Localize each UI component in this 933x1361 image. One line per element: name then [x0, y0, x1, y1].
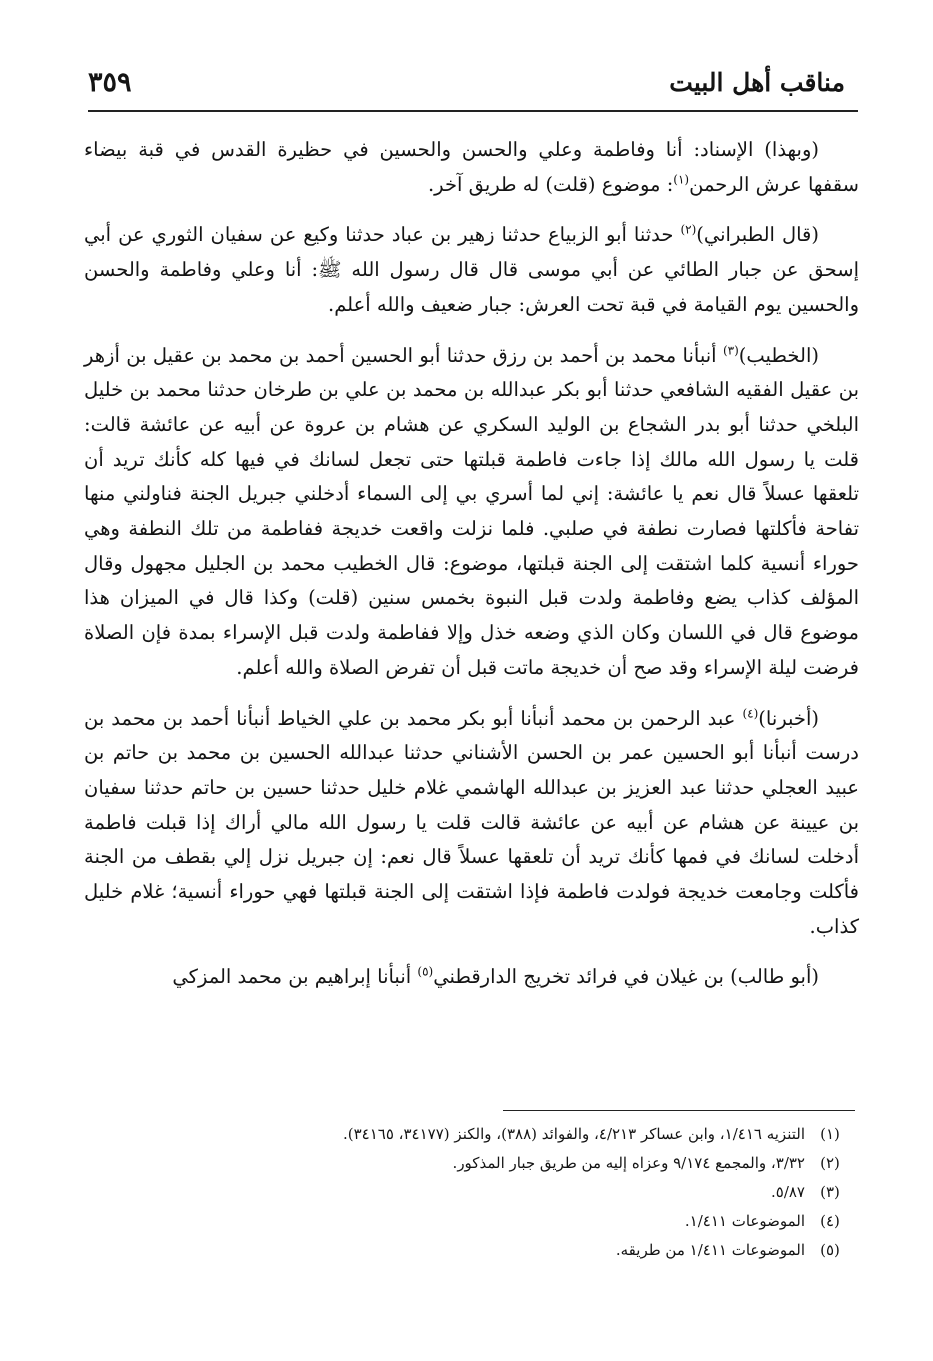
- paragraph: [84, 218, 859, 322]
- footnote-number: (٤): [820, 1212, 840, 1230]
- footnote-number: (٥): [820, 1241, 840, 1259]
- footnote-item: [100, 1178, 855, 1207]
- footnote-reference[interactable]: (٣): [722, 343, 739, 358]
- footnote-item: [100, 1207, 855, 1236]
- footnote-item: [100, 1149, 855, 1178]
- paragraph-text: (الخطيب): [738, 343, 819, 367]
- footnote-divider: [503, 1110, 855, 1111]
- footnote-number: (١): [820, 1125, 840, 1143]
- paragraph: [84, 133, 859, 202]
- footnote-reference[interactable]: (١): [673, 172, 690, 187]
- footnote-text: التنزيه ١/٤١٦، وابن عساكر ٤/٢١٣، والفوائد (٣٨٨)، والكنز (٣٤١٧٧، ٣٤١٦٥).: [342, 1125, 805, 1143]
- paragraph-text: (وبهذا) الإسناد: أنا وفاطمة وعلي والحسن والحسين في حظيرة القدس في قبة بيضاء سقفها عرش الرحمن: [84, 138, 859, 196]
- footnote-reference[interactable]: (٢): [680, 222, 697, 237]
- paragraph-text: (أخبرنا): [758, 706, 819, 730]
- paragraph-text: : موضوع (قلت) له طريق آخر.: [427, 172, 674, 196]
- paragraph: [84, 702, 859, 945]
- paragraph: [84, 339, 859, 686]
- header-divider: [88, 110, 858, 112]
- paragraph-text: أنبأنا محمد بن أحمد بن رزق حدثنا أبو الحسين أحمد بن محمد بن عقيل بن أزهر بن عقيل الفقيه الشافعي حدثنا أبو بكر عبدالله بن محمد بن علي بن طرخان حدثنا محمد بن خليل البلخي حدثنا أبو بدر الشجاع بن الوليد السكري عن هشام بن عروة عن أبيه عن عائشة قالت: قلت يا رسول الله مالك إذا جاءت فاطمة قبلتها حتى تجعل لسانك في فيها كله كأنك تريد أن تلعقها عسلاً قال نعم يا عائشة: إني لما أسري بي إلى السماء أدخلني جبريل الجنة فناولني منها تفاحة فأكلتها فصارت نطفة في صلبي. فلما نزلت واقعت خديجة ففاطمة من تلك النطفة وهي حوراء أنسية كلما اشتقت إلى الجنة قبلتها، موضوع: قال الخطيب محمد بن الجليل مجهول وقال المؤلف كذاب يضع وفاطمة ولدت قبل النبوة بخمس سنين (قلت) وكذا قال في الميزان هذا موضوع قال في اللسان وكان الذي وضعه خذل وإلا ففاطمة ولدت قبل الإسراء بمدة فإن الصلاة فرضت ليلة الإسراء وقد صح أن خديجة ماتت قبل أن تفرض الصلاة والله أعلم.: [84, 343, 859, 679]
- paragraph-text: عبد الرحمن بن محمد أنبأنا أبو بكر محمد بن علي الخياط أنبأنا أحمد بن محمد بن درست أنبأنا أبو الحسين عمر بن الحسن الأشناني حدثنا عبدالله الحسين بن محمد بن حاتم بن عبيد العجلي حدثنا عبد العزيز بن عبدالله الهاشمي غلام خليل حدثنا حسين بن حاتم حدثنا سفيان بن عيينة عن هشام عن أبيه عن عائشة قالت قلت يا رسول الله مالي أراك إذا قبلت فاطمة أدخلت لسانك في فمها كأنك تريد أن تلعقها عسلاً قال نعم: إن جبريل نزل إلي بقطف من الجنة فأكلت وجامعت خديجة فولدت فاطمة فإذا اشتقت إلى الجنة قبلتها فهي حوراء أنسية؛ غلام خليل كذاب.: [84, 706, 859, 938]
- paragraph-text: أنبأنا إبراهيم بن محمد المزكي: [172, 965, 418, 989]
- page-number: ٣٥٩: [88, 66, 132, 98]
- footnote-text: ٥/٨٧.: [770, 1183, 805, 1201]
- footnote-text: الموضوعات ١/٤١١.: [684, 1212, 805, 1230]
- footnote-item: [100, 1236, 855, 1265]
- paragraph: [84, 960, 859, 995]
- running-title: مناقب أهل البيت: [669, 67, 845, 97]
- footnote-item: [100, 1120, 855, 1149]
- footnote-number: (٢): [820, 1154, 840, 1172]
- footnote-text: الموضوعات ١/٤١١ من طريقه.: [615, 1241, 805, 1259]
- footnote-text: ٣/٣٢، والمجمع ٩/١٧٤ وعزاه إليه من طريق جبار المذكور.: [452, 1154, 805, 1172]
- footnotes-list: [100, 1120, 855, 1265]
- body-text: [84, 133, 859, 1011]
- footnote-number: (٣): [820, 1183, 840, 1201]
- paragraph-text: حدثنا أبو الزبياع حدثنا زهير بن عباد حدثنا وكيع عن سفيان الثوري عن أبي إسحق عن جبار الطائي عن أبي موسى قال قال رسول الله ﷺ: أنا وعلي وفاطمة والحسن والحسين يوم القيامة في قبة تحت العرش: جبار ضعيف والله أعلم.: [84, 223, 859, 316]
- footnote-reference[interactable]: (٥): [417, 964, 434, 979]
- paragraph-text: (قال الطبراني): [696, 223, 819, 247]
- paragraph-text: (أبو طالب) بن غيلان في فرائد تخريج الدارقطني: [433, 965, 819, 989]
- running-header: [88, 62, 845, 102]
- footnote-reference[interactable]: (٤): [742, 706, 759, 721]
